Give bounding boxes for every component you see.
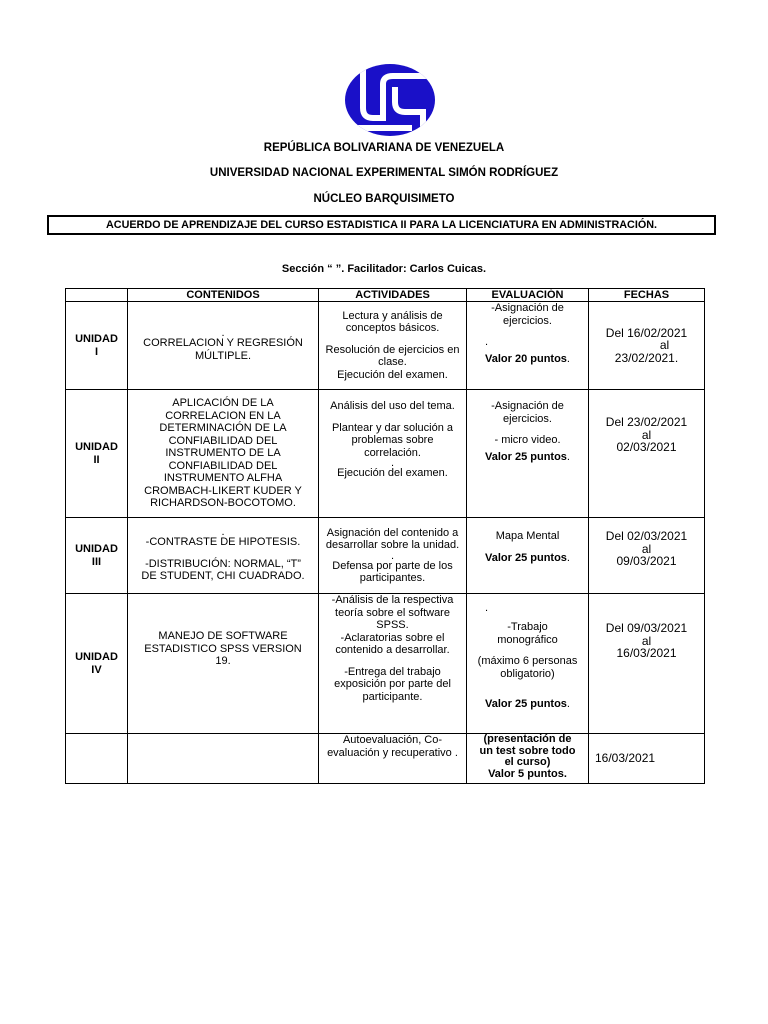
contenidos-line: INSTRUMENTO DE LA	[165, 447, 281, 460]
contenidos-line: .	[221, 526, 225, 539]
header-actividades: ACTIVIDADES	[319, 289, 467, 302]
fechas-cell	[589, 390, 705, 518]
actividades-line: -Aclaratorias sobre el	[340, 631, 445, 644]
actividades-cell	[319, 518, 467, 594]
evaluacion-line: monográfico	[497, 633, 558, 646]
evaluacion-valor: Valor 25 puntos.	[485, 450, 570, 463]
evaluacion-cell	[467, 302, 589, 390]
contenidos-line: RICHARDSON-BOCOTOMO.	[150, 497, 296, 510]
evaluacion-line: .	[485, 336, 489, 348]
actividades-line: evaluación y recuperativo .	[327, 746, 458, 759]
course-title-banner: ACUERDO DE APRENDIZAJE DEL CURSO ESTADISTICA II PARA LA LICENCIATURA EN ADMINISTRACIÓN.	[47, 215, 716, 235]
contenidos-line: CORRELACION Y REGRESIÓN	[143, 337, 303, 349]
evaluacion-line: - micro video.	[494, 434, 561, 446]
contenidos-line: CORRELACION EN LA	[165, 409, 281, 422]
header-republica: REPÚBLICA BOLIVARIANA DE VENEZUELA	[263, 142, 505, 154]
fecha-line: al	[641, 427, 652, 442]
actividades-line: conceptos básicos.	[345, 322, 440, 335]
actividades-line: clase.	[378, 356, 407, 369]
header-contenidos: CONTENIDOS	[128, 289, 319, 302]
actividades-cell	[319, 390, 467, 518]
fecha-line: Del 02/03/2021	[605, 529, 688, 543]
header-universidad: UNIVERSIDAD NACIONAL EXPERIMENTAL SIMÓN RODRÍGUEZ	[209, 167, 559, 179]
unit-label: UNIDAD	[75, 543, 118, 555]
evaluacion-valor: Valor 25 puntos.	[485, 551, 570, 564]
spacer	[323, 335, 462, 344]
fechas-cell	[589, 594, 705, 734]
fecha-line: al	[641, 541, 652, 556]
fechas-cell	[589, 302, 705, 390]
contenidos-line: INSTRUMENTO ALFHA	[163, 472, 283, 485]
contenidos-line: -DISTRIBUCIÓN: NORMAL, “T”	[145, 557, 301, 570]
contenidos-line: CONFIABILIDAD DEL	[168, 434, 278, 447]
unit-cell	[66, 390, 128, 518]
fecha-line: Del 23/02/2021	[605, 415, 688, 429]
unit-cell	[66, 302, 128, 390]
actividades-line: Ejecución del examen.	[337, 467, 448, 479]
unit-cell-empty	[66, 734, 128, 784]
actividades-line: teoría sobre el software	[335, 606, 450, 619]
evaluacion-line: obligatorio)	[500, 667, 555, 680]
actividades-line: .	[390, 457, 395, 469]
contenidos-cell-empty	[128, 734, 319, 784]
actividades-line: Lectura y análisis de	[342, 309, 443, 322]
fecha-line: Del 09/03/2021	[605, 621, 688, 635]
contenidos-cell	[128, 594, 319, 734]
fecha-line: al	[659, 338, 670, 353]
evaluacion-valor-text: Valor 25 puntos	[485, 698, 567, 710]
fecha-line: 02/03/2021	[616, 440, 677, 454]
actividades-line: Plantear y dar solución a	[331, 421, 454, 434]
actividades-line: exposición por parte del	[334, 678, 451, 690]
spacer	[471, 327, 584, 336]
spacer	[471, 646, 584, 655]
contenidos-cell	[128, 518, 319, 594]
actividades-line: desarrollar sobre la unidad.	[325, 539, 460, 551]
actividades-line: participantes.	[359, 572, 426, 584]
contenidos-line: APLICACIÓN DE LA	[172, 397, 274, 410]
fechas-cell	[589, 518, 705, 594]
contenidos-line: .	[221, 327, 225, 339]
table-header-row	[66, 289, 705, 302]
table-row	[66, 518, 705, 594]
contenidos-line: ESTADISTICO SPSS VERSION	[144, 642, 302, 655]
evaluacion-line: (máximo 6 personas	[477, 655, 578, 667]
unit-number: I	[94, 345, 99, 358]
actividades-line: Resolución de ejercicios en	[325, 343, 460, 356]
evaluacion-cell	[467, 734, 589, 784]
spacer	[471, 425, 584, 434]
evaluacion-line: Valor 5 puntos.	[488, 767, 567, 780]
unit-label: UNIDAD	[75, 441, 118, 453]
fecha-line: Del 16/02/2021	[605, 325, 688, 340]
actividades-line: Ejecución del examen.	[337, 368, 448, 381]
unit-label: UNIDAD	[75, 333, 118, 345]
unit-cell	[66, 594, 128, 734]
fecha-line: 16/03/2021	[616, 646, 677, 660]
actividades-line: SPSS.	[376, 619, 409, 631]
actividades-line: -Entrega del trabajo	[344, 665, 441, 678]
unit-number: IV	[91, 663, 102, 676]
fecha-line: 16/03/2021	[595, 751, 656, 766]
spacer	[323, 413, 462, 422]
table-row	[66, 302, 705, 390]
unit-label: UNIDAD	[75, 651, 118, 663]
evaluacion-valor: Valor 25 puntos.	[485, 698, 570, 710]
actividades-cell	[319, 594, 467, 734]
evaluacion-line: ejercicios.	[503, 412, 552, 425]
evaluacion-line: ejercicios.	[503, 314, 552, 327]
actividades-line: correlación.	[364, 446, 421, 459]
evaluacion-line: (presentación de	[483, 733, 572, 745]
evaluacion-valor-text: Valor 25 puntos	[485, 450, 567, 463]
table-row	[66, 594, 705, 734]
header-evaluacion: EVALUACIÓN	[467, 289, 589, 302]
fecha-line: 23/02/2021.	[614, 350, 679, 365]
actividades-line: .	[390, 549, 395, 562]
fecha-line: 09/03/2021	[616, 554, 677, 568]
evaluacion-line: el curso)	[504, 756, 551, 768]
unit-cell	[66, 518, 128, 594]
header-fechas: FECHAS	[589, 289, 705, 302]
evaluacion-line: Mapa Mental	[495, 530, 560, 542]
table-row	[66, 734, 705, 784]
spacer	[471, 680, 584, 698]
evaluacion-valor-text: Valor 20 puntos	[485, 352, 567, 365]
actividades-line: Autoevaluación, Co-	[342, 734, 443, 746]
contenidos-line: MANEJO DE SOFTWARE	[158, 630, 288, 642]
actividades-cell	[319, 302, 467, 390]
evaluacion-line: -Asignación de	[491, 400, 564, 412]
contenidos-line: DETERMINACIÓN DE LA	[159, 422, 287, 435]
contenidos-cell	[128, 390, 319, 518]
evaluacion-valor-text: Valor 25 puntos	[485, 551, 567, 564]
evaluacion-cell	[467, 518, 589, 594]
actividades-line: Defensa por parte de los	[332, 559, 453, 572]
actividades-line: problemas sobre	[351, 434, 434, 446]
evaluacion-cell	[467, 390, 589, 518]
contenidos-line: DE STUDENT, CHI CUADRADO.	[141, 570, 305, 583]
spacer	[471, 543, 584, 552]
unit-number: III	[91, 555, 102, 568]
actividades-line: Asignación del contenido a	[326, 526, 459, 539]
spacer	[323, 657, 462, 666]
actividades-line: contenido a desarrollar.	[335, 644, 450, 656]
unit-number: II	[93, 453, 100, 466]
evaluacion-line: -Trabajo	[507, 621, 548, 633]
evaluacion-valor: Valor 20 puntos.	[485, 352, 570, 365]
header-empty-cell	[66, 289, 128, 302]
contenidos-line: 19.	[215, 655, 231, 667]
actividades-line: -Análisis de la respectiva	[331, 594, 454, 606]
evaluacion-line: -Asignación de	[491, 302, 564, 314]
contenidos-cell	[128, 302, 319, 390]
section-facilitator-line: Sección “ ”. Facilitador: Carlos Cuicas.	[281, 263, 487, 275]
contenidos-line: CROMBACH-LIKERT KUDER Y	[144, 484, 302, 497]
evaluacion-line: un test sobre todo	[479, 744, 576, 757]
learning-agreement-table	[65, 288, 705, 784]
table-row	[66, 390, 705, 518]
contenidos-line: CONFIABILIDAD DEL	[168, 459, 278, 472]
actividades-line: participante.	[362, 690, 423, 703]
evaluacion-cell	[467, 594, 589, 734]
header-nucleo: NÚCLEO BARQUISIMETO	[313, 193, 455, 205]
fechas-cell	[589, 734, 705, 784]
actividades-cell	[319, 734, 467, 784]
actividades-line: Análisis del uso del tema.	[330, 400, 455, 412]
evaluacion-line: .	[485, 602, 489, 614]
contenidos-line: MÚLTIPLE.	[194, 349, 252, 362]
contenidos-line: -CONTRASTE DE HIPOTESIS.	[145, 536, 301, 549]
fecha-line: al	[641, 633, 652, 648]
university-logo-icon	[343, 62, 437, 138]
spacer	[132, 549, 314, 558]
